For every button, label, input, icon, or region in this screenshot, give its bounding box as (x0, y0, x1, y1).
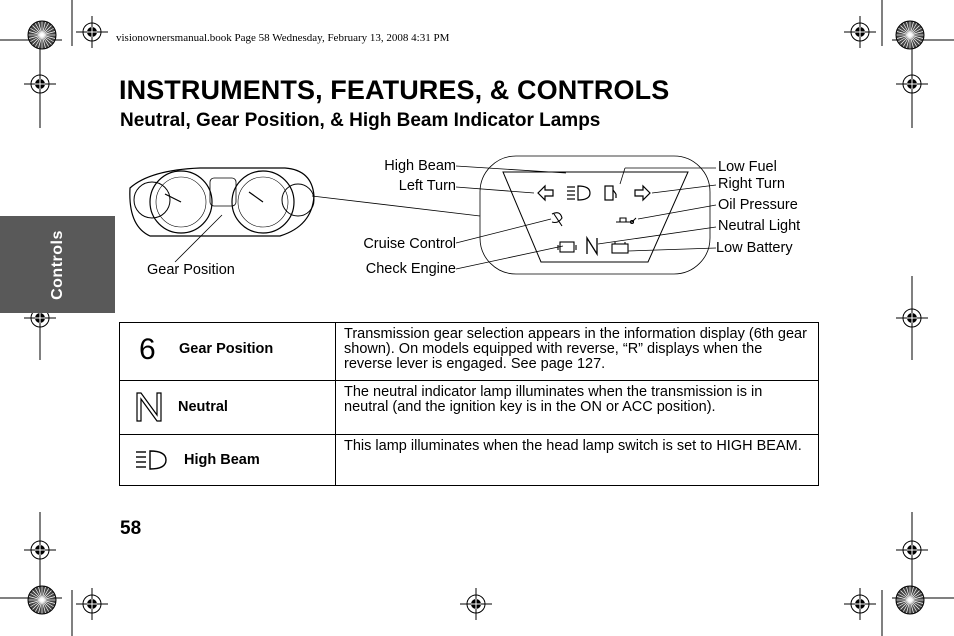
gear-digit-symbol: 6 (139, 333, 156, 366)
label-low-battery: Low Battery (716, 240, 793, 256)
label-oil-pressure: Oil Pressure (718, 197, 798, 213)
row-description-high-beam: This lamp illuminates when the head lamp switch is set to HIGH BEAM. (336, 435, 819, 486)
oil-pressure-icon (616, 218, 636, 224)
label-high-beam: High Beam (384, 158, 456, 174)
table-row (120, 323, 819, 381)
label-check-engine: Check Engine (365, 261, 456, 277)
high-beam-icon (567, 186, 590, 200)
high-beam-icon (134, 449, 170, 471)
label-right-turn: Right Turn (718, 176, 785, 192)
label-neutral-light: Neutral Light (718, 218, 801, 234)
section-title: Neutral, Gear Position, & High Beam Indicator Lamps (120, 110, 601, 131)
page-number: 58 (120, 518, 142, 539)
label-gear-position: Gear Position (147, 262, 235, 278)
check-engine-icon (558, 242, 576, 252)
page-title: INSTRUMENTS, FEATURES, & CONTROLS (119, 75, 670, 105)
row-description-neutral: The neutral indicator lamp illuminates when the transmission is in neutral (and the ignition key is in the ON or ACC position). (336, 381, 819, 435)
row-label-neutral: Neutral (178, 399, 228, 415)
right-turn-icon (635, 186, 650, 200)
row-label-high-beam: High Beam (184, 452, 260, 468)
table-row (120, 381, 819, 435)
label-left-turn: Left Turn (398, 178, 456, 194)
cruise-control-icon (552, 213, 562, 226)
side-tab-label: Controls (48, 229, 66, 300)
table-row (120, 435, 819, 486)
label-low-fuel: Low Fuel (718, 159, 777, 175)
label-cruise-control: Cruise Control (363, 236, 456, 252)
low-battery-icon (612, 242, 628, 253)
neutral-n-icon (587, 238, 597, 254)
left-turn-icon (538, 186, 553, 200)
file-header: visionownersmanual.book Page 58 Wednesday, February 13, 2008 4:31 PM (116, 32, 450, 44)
row-description-gear-position: Transmission gear selection appears in the information display (6th gear shown). On models equipped with reverse, “R” displays when the reverse lever is engaged. See page 127. (336, 323, 819, 381)
row-label-gear-position: Gear Position (179, 341, 274, 357)
leader-lines (456, 166, 716, 269)
low-fuel-icon (605, 186, 616, 200)
neutral-n-icon (134, 391, 164, 423)
indicator-table (119, 322, 819, 486)
